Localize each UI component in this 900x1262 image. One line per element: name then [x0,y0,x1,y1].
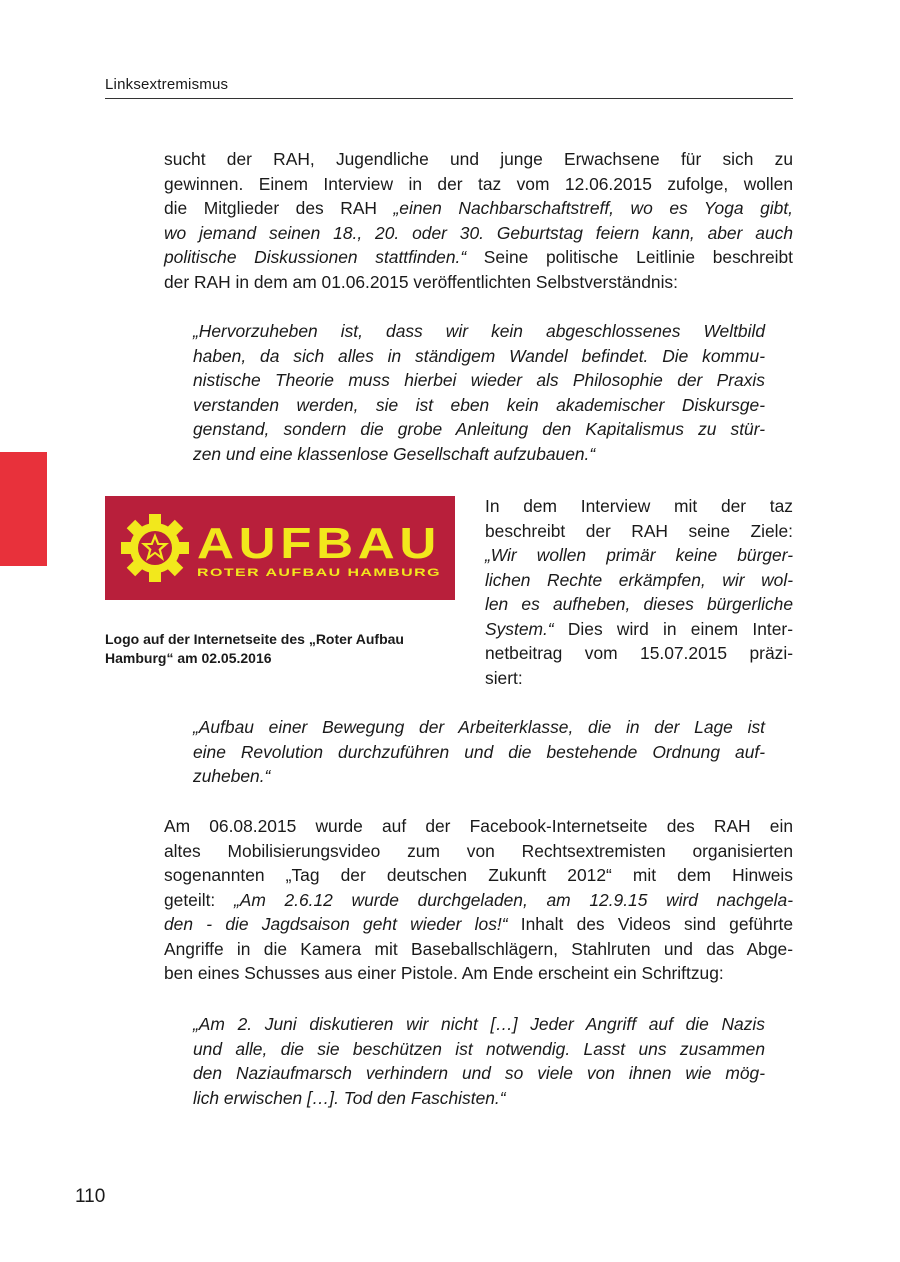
text-line: netbeitrag vom 15.07.2015 präzi- [485,643,793,663]
paragraph-video [164,814,793,986]
quote-line: genstand, sondern die grobe Anleitung den Kapitalismus zu stür- [193,419,765,439]
paragraph-interview-goals [485,494,793,690]
quote-line: lichen Rechte erkämpfen, wir wol- [485,569,793,590]
text-line: gewinnen. Einem Interview in der taz vom 12.06.2015 zufolge, wollen [164,173,793,194]
text-segment: die Mitglieder des RAH [164,198,394,218]
quote-line: nistische Theorie muss hierbei wieder als Philosophie der Praxis [193,370,765,390]
quote-line: verstanden werden, sie ist eben kein akademischer Diskursge- [193,394,765,415]
quote-segment: politische Diskussionen stattfinden.“ [164,247,467,267]
quote-line: „Hervorzuheben ist, dass wir kein abgeschlossenes Weltbild [193,321,765,341]
quote-segment: „Am 2.6.12 wurde durchgeladen, am 12.9.15 wird nachgela- [233,889,794,910]
quote-line: „Wir wollen primär keine bürger- [485,545,793,565]
quote-line: zen und eine klassenlose Gesellschaft aufzubauen.“ [193,443,596,464]
page-number: 110 [75,1186,106,1207]
text-line [164,888,793,913]
quote-line: den Naziaufmarsch verhindern und so viele von ihnen wie mög- [193,1063,765,1083]
figure-caption [105,630,455,668]
blockquote-banner-text [193,1012,765,1110]
chapter-tab-marker [0,452,47,566]
text-line: altes Mobilisierungsvideo zum von Rechtsextremisten organisierten [164,840,793,861]
paragraph-intro [164,147,793,294]
quote-segment: System.“ [485,618,554,639]
text-segment: Seine politische Leitlinie beschreibt [466,247,793,267]
text-line [164,196,793,221]
blockquote-self-image [193,319,765,466]
logo-subtitle: ROTER AUFBAU HAMBURG [197,567,441,579]
quote-line: „Aufbau einer Bewegung der Arbeiterklasse, die in der Lage ist [193,717,765,737]
quote-segment: den - die Jagdsaison geht wieder los!“ [164,914,508,934]
blockquote-movement [193,715,765,789]
text-segment: Inhalt des Videos sind geführte [507,914,793,934]
quote-line: lich erwischen […]. Tod den Faschisten.“ [193,1087,506,1108]
running-header: Linksextremismus [105,76,229,93]
text-line [164,912,793,937]
text-line: der RAH in dem am 01.06.2015 veröffentlichten Selbstverständnis: [164,271,678,292]
gear-star-icon [121,514,189,582]
quote-line: wo jemand seinen 18., 20. oder 30. Geburtstag feiern kann, aber auch [164,222,793,243]
text-line: sucht der RAH, Jugendliche und junge Erwachsene für sich zu [164,149,793,169]
quote-line: haben, da sich alles in ständigem Wandel befindet. Die kommu- [193,345,765,366]
text-segment: Dies wird in einem Inter- [553,618,793,639]
logo-wordmark: AUFBAU [197,519,441,568]
aufbau-logo-image [105,496,455,600]
caption-line: Hamburg“ am 02.05.2016 [105,650,272,666]
quote-segment: „einen Nachbarschaftstreff, wo es Yoga gibt, [393,198,793,218]
text-segment: geteilt: [164,889,234,910]
text-line: Angriffe in die Kamera mit Baseballschlägern, Stahlruten und das Abge- [164,938,793,959]
text-line: siert: [485,667,523,688]
text-line: In dem Interview mit der taz [485,496,793,516]
header-rule [105,98,793,99]
quote-line: zuheben.“ [193,766,271,786]
text-line: sogenannten „Tag der deutschen Zukunft 2012“ mit dem Hinweis [164,865,793,885]
quote-line: len es aufheben, dieses bürgerliche [485,594,793,614]
caption-line: Logo auf der Internetseite des „Roter Aufbau [105,631,404,647]
quote-line: und alle, die sie beschützen ist notwendig. Lasst uns zusammen [193,1038,765,1059]
quote-line: eine Revolution durchzuführen und die bestehende Ordnung auf- [193,741,765,762]
text-line: beschreibt der RAH seine Ziele: [485,520,793,541]
text-line [485,617,793,642]
quote-line: „Am 2. Juni diskutieren wir nicht […] Jeder Angriff auf die Nazis [193,1014,765,1034]
aufbau-logo-graphic [105,496,455,600]
text-line: ben eines Schusses aus einer Pistole. Am Ende erscheint ein Schriftzug: [164,963,724,983]
text-line: Am 06.08.2015 wurde auf der Facebook-Internetseite des RAH ein [164,816,793,836]
text-line [164,245,793,270]
